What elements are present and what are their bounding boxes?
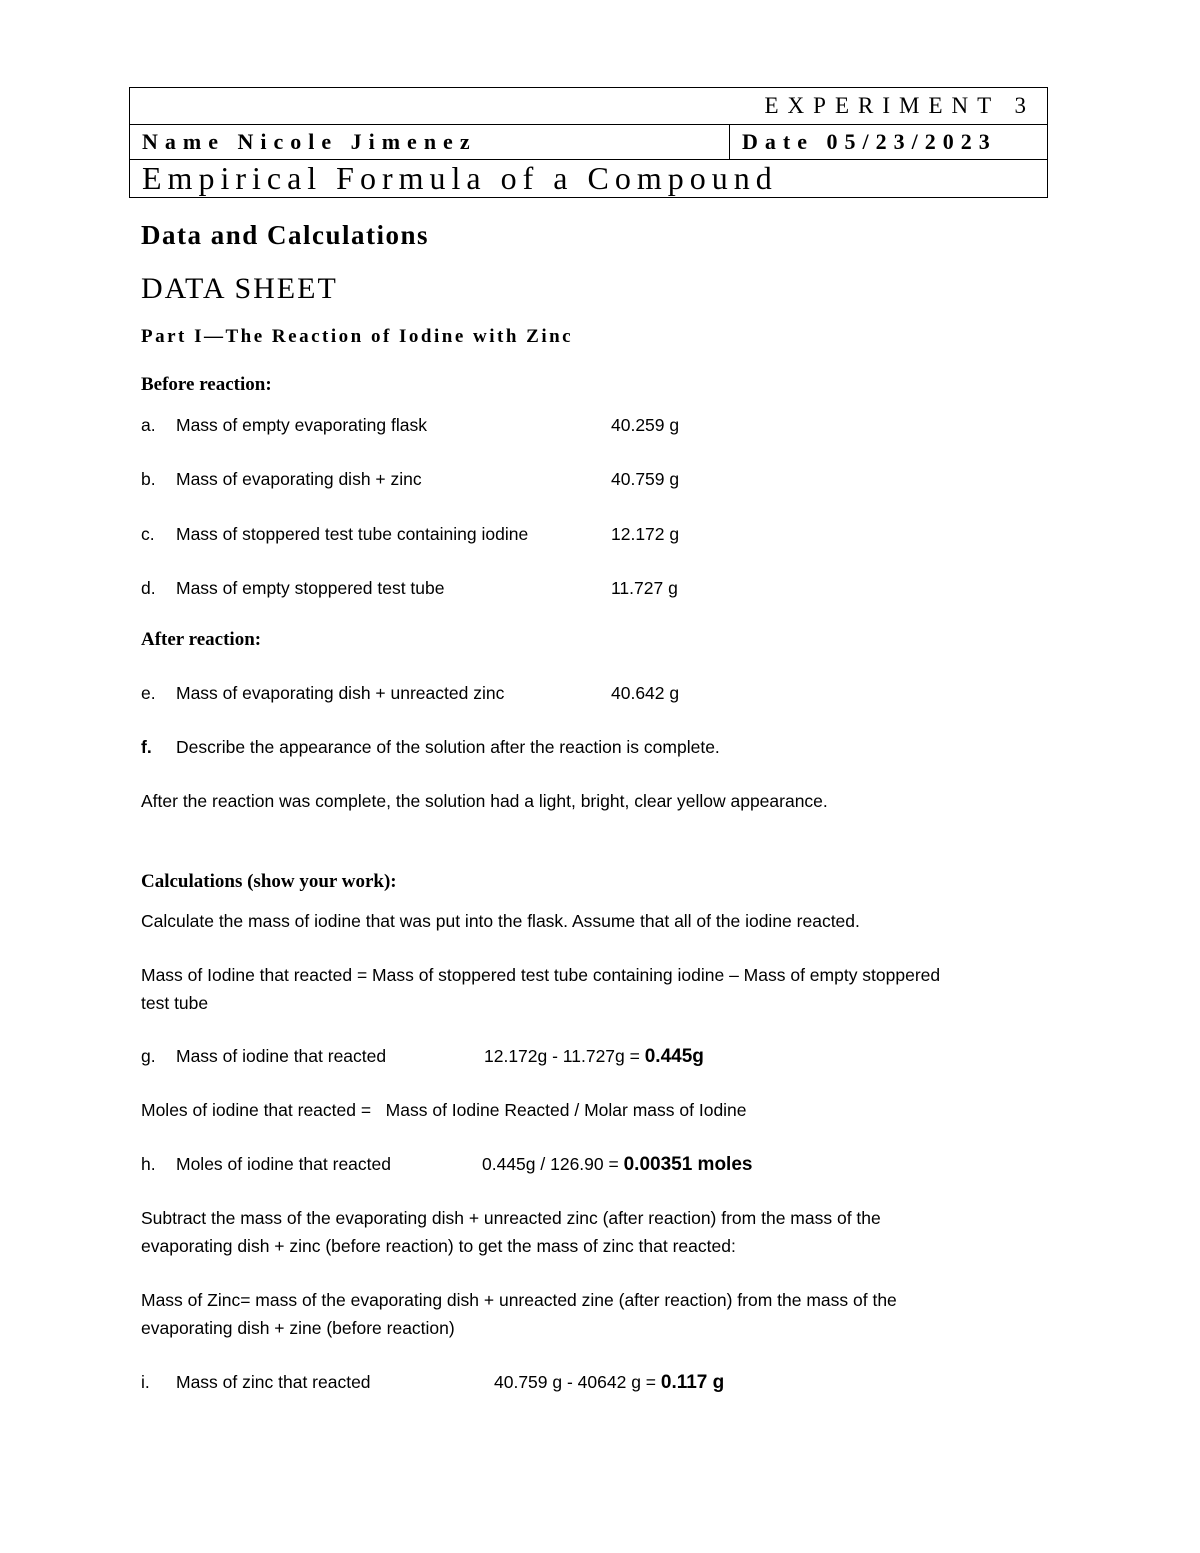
zinc-formula-line1: Mass of Zinc= mass of the evaporating dish + unreacted zine (after reaction) from the mass of the — [141, 1290, 897, 1310]
item-i-work — [494, 1372, 724, 1394]
mass-iodine-formula-line2: test tube — [141, 993, 209, 1013]
report-date: Date 05/23/2023 — [730, 125, 1048, 160]
list-item-value: 11.727 g — [611, 578, 678, 598]
item-g-label: Mass of iodine that reacted — [176, 1046, 387, 1066]
moles-formula: Moles of iodine that reacted = Mass of Iodine Reacted / Molar mass of Iodine — [141, 1100, 747, 1120]
item-g-letter: g. — [141, 1046, 156, 1066]
item-h-label: Moles of iodine that reacted — [176, 1154, 391, 1174]
list-item-letter: b. — [141, 469, 156, 489]
experiment-title: Empirical Formula of a Compound — [130, 160, 1048, 198]
subtract-instruction-line1: Subtract the mass of the evaporating dish + unreacted zinc (after reaction) from the mass of the — [141, 1208, 881, 1228]
list-item-label: Mass of evaporating dish + zinc — [176, 469, 422, 489]
item-h-result: 0.00351 moles — [623, 1154, 753, 1175]
calculations-heading: Calculations (show your work): — [141, 871, 397, 892]
list-item-label: Mass of empty stoppered test tube — [176, 578, 445, 598]
mass-iodine-formula-line1: Mass of Iodine that reacted = Mass of stoppered test tube containing iodine – Mass of empty stoppered — [141, 965, 941, 985]
item-i-result: 0.117 g — [660, 1372, 725, 1393]
list-item-label: Mass of evaporating dish + unreacted zinc — [176, 683, 505, 703]
item-h-letter: h. — [141, 1154, 156, 1174]
subtract-instruction-line2: evaporating dish + zinc (before reaction) to get the mass of zinc that reacted: — [141, 1236, 736, 1256]
list-item-value: 40.259 g — [611, 415, 680, 435]
list-item-letter: a. — [141, 415, 156, 435]
item-g-work-text: 12.172g - 11.727g = — [484, 1046, 645, 1066]
list-item-letter: c. — [141, 524, 155, 544]
list-item-value: 40.642 g — [611, 683, 680, 703]
after-reaction-heading: After reaction: — [141, 629, 262, 650]
item-i-label: Mass of zinc that reacted — [176, 1372, 371, 1392]
header-table — [129, 87, 1048, 198]
list-item-value: 12.172 g — [611, 524, 680, 544]
item-g-work — [484, 1046, 704, 1068]
item-h-work-text: 0.445g / 126.90 = — [482, 1154, 624, 1174]
item-i-work-text: 40.759 g - 40642 g = — [494, 1372, 661, 1392]
section-heading-data-calculations: Data and Calculations — [141, 220, 430, 250]
list-item-letter: e. — [141, 683, 156, 703]
list-item-letter: d. — [141, 578, 156, 598]
section-heading-data-sheet: DATA SHEET — [141, 272, 338, 305]
list-item-label: Mass of empty evaporating flask — [176, 415, 427, 435]
part-heading: Part I—The Reaction of Iodine with Zinc — [141, 326, 574, 347]
calc-intro: Calculate the mass of iodine that was put into the flask. Assume that all of the iodine reacted. — [141, 911, 860, 931]
experiment-number: EXPERIMENT 3 — [130, 88, 1048, 125]
item-f-letter: f. — [141, 737, 152, 757]
item-g-result: 0.445g — [644, 1046, 704, 1067]
item-f-label: Describe the appearance of the solution after the reaction is complete. — [176, 737, 720, 757]
zinc-formula-line2: evaporating dish + zine (before reaction) — [141, 1318, 455, 1338]
list-item-label: Mass of stoppered test tube containing iodine — [176, 524, 529, 544]
appearance-answer: After the reaction was complete, the solution had a light, bright, clear yellow appearance. — [141, 791, 828, 811]
student-name: Name Nicole Jimenez — [130, 125, 730, 160]
list-item-value: 40.759 g — [611, 469, 680, 489]
before-reaction-heading: Before reaction: — [141, 374, 272, 395]
item-i-letter: i. — [141, 1372, 150, 1392]
item-h-work — [482, 1154, 752, 1176]
